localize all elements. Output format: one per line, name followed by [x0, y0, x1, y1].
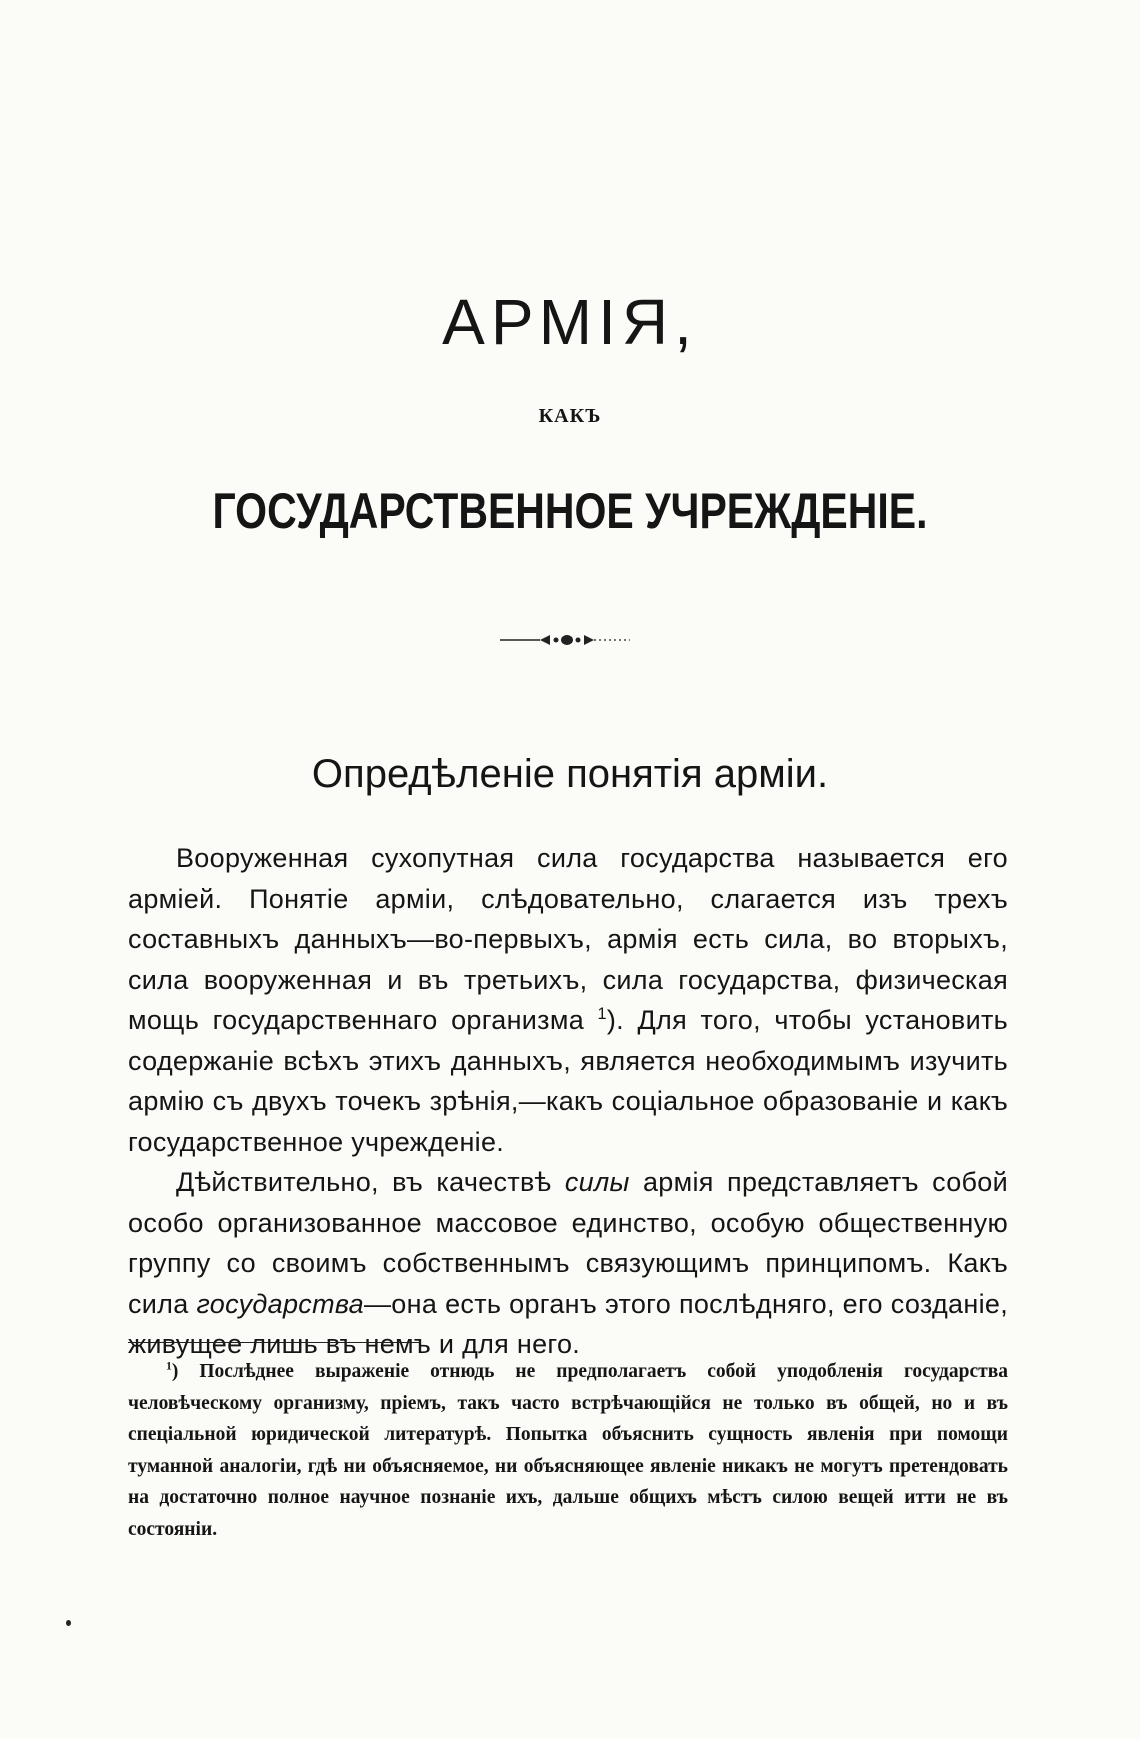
- margin-dot: [66, 1620, 71, 1626]
- footnote: [128, 1356, 1008, 1545]
- paragraph-text: Вооруженная сухопутная сила государства называется его арміей. Понятіе арміи, слѣдовательно, слагается изъ трехъ составныхъ данныхъ—во-первыхъ, армія есть сила, во вторыхъ, сила вооруженная и въ третьихъ, сила государства, физическая мощь государственнаго организма: [128, 843, 1008, 1035]
- paragraph-text: ). Для того, чтобы установить содержаніе всѣхъ этихъ данныхъ, является необходимымъ изучить армію съ двухъ точекъ зрѣнія,—какъ соціальное образованіе и какъ государственное учрежденіе.: [128, 1005, 1008, 1157]
- paragraph-text: армія представляетъ собой особо организованное массовое единство, особую общественную группу со своимъ собственнымъ связующимъ принципомъ. Какъ сила: [128, 1167, 1008, 1319]
- title-subtitle: ГОСУДАРСТВЕННОЕ УЧРЕЖДЕНІЕ.: [212, 483, 928, 539]
- footnote-paragraph: [128, 1356, 1008, 1545]
- paragraph: [128, 1162, 1008, 1365]
- paragraph-text: —она есть органъ этого послѣдняго, его созданіе, живущее лишь въ немъ и для него.: [128, 1288, 1008, 1359]
- footnote-text: ) Послѣднее выраженіе отнюдь не предполагаетъ собой уподобленія государства человѣческому организму, пріемъ, такъ часто встрѣчающійся не только въ общей, но и въ спеціальной юридической литературѣ. Попытка объяснить сущность явленія при помощи туманной аналогіи, гдѣ ни объясняемое, ни объясняющее явленіе никакъ не могутъ претендовать на достаточно полное научное познаніе ихъ, дальше общихъ мѣстъ силою вещей итти не въ состояніи.: [128, 1361, 1008, 1540]
- emphasis: государства: [196, 1288, 364, 1319]
- emphasis: силы: [564, 1167, 630, 1197]
- body-text: [128, 838, 1008, 1365]
- paragraph-text: Дѣйствительно, въ качествѣ: [176, 1167, 565, 1197]
- ornament-divider-icon: [500, 630, 650, 650]
- footnote-reference: 1: [597, 1005, 607, 1023]
- title-connector: КАКЪ: [538, 405, 602, 427]
- footnote-marker: 1: [166, 1359, 172, 1373]
- footnote-rule: [128, 1342, 420, 1343]
- title-main: АРМІЯ,: [442, 286, 698, 358]
- section-heading: Опредѣленіе понятія арміи.: [311, 752, 829, 796]
- paragraph: [128, 838, 1008, 1162]
